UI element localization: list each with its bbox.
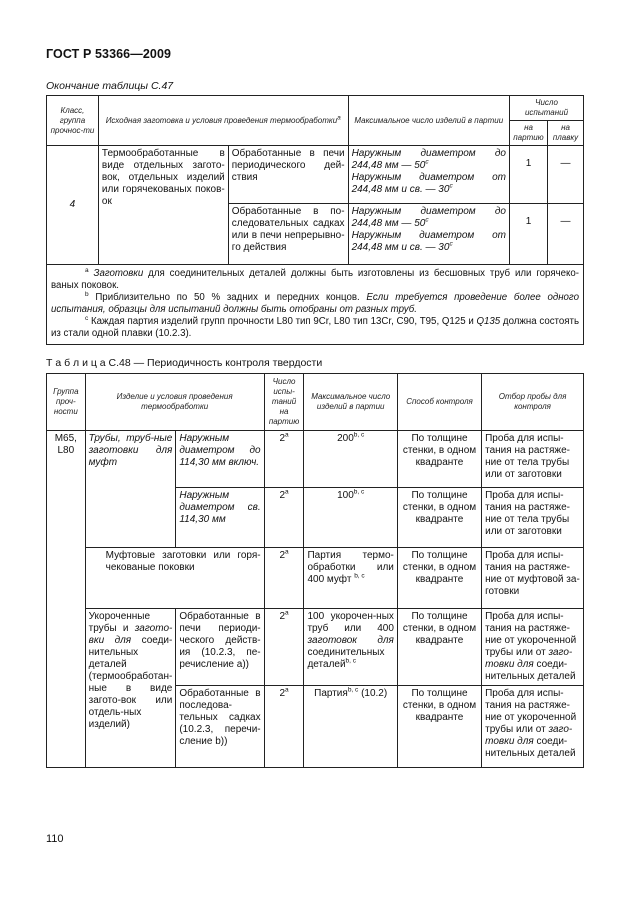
footnote-a: $^a$ Заготовки для соединительных деталей должны быть изготовлены из бесшовных труб или горячеко-ваных поковок. (51, 266, 579, 291)
table-continuation-caption: Окончание таблицы С.47 (46, 80, 174, 92)
sample-cell: Проба для испы-тания на растяже-ние от тела трубы или от заготовки (482, 488, 584, 548)
table-c48-title: Т а б л и ц а С.48 — Периодичность контроля твердости (46, 357, 323, 369)
header-num: Число испы-таний на партию (264, 374, 304, 431)
max-cell: 100 укорочен-ных труб или 400 заготовок для соединительных деталей$^{b, c}$ (304, 609, 397, 686)
footnote-c: $^c$ Каждая партия изделий групп прочности L80 тип 9Cr, L80 тип 13Cr, С90, Т95, Q125 и Q135 должна состоять из стали одной плавки (10.2.3). (51, 314, 579, 339)
header-per-batch: на партию (510, 121, 548, 146)
document-header: ГОСТ Р 53366—2009 (46, 47, 172, 61)
num-cell: 2$^a$ (264, 431, 304, 488)
max-cell: 100$^{b, c}$ (304, 488, 397, 548)
sample-cell: Проба для испы-тания на растяже-ние от укороченной трубы или от заго-товки для соеди-нительных деталей (482, 609, 584, 686)
batch-cell: 1 (510, 146, 548, 204)
max-cell: Партия термо-обработки или 400 муфт $^{b, c}$ (304, 548, 397, 609)
melt-cell: — (547, 204, 583, 265)
sample-cell: Проба для испы-тания на растяже-ние от тела трубы или от заготовки (482, 431, 584, 488)
method-cell: По толщине стенки, в одном квадранте (397, 431, 481, 488)
max-cell: Наружным диаметром до 244,48 мм — 50$^c$ Наружным диаметром от 244,48 мм и св. — 30$^c$ (348, 146, 509, 204)
item-cell: Муфтовые заготовки или горя-чекованые поковки (85, 548, 264, 609)
source-cell: Термообработанные в виде отдельных загото-вок, отдельных изделий или горячекованых поков-ок (98, 146, 228, 265)
page-number: 110 (46, 833, 64, 845)
condition-cell: Обработанные в печи периодического дей-ствия (228, 146, 348, 204)
header-source: Исходная заготовка и условия проведения термообработки$^a$ (98, 96, 348, 146)
condition-cell: Обработанные в по-следовательных садках или в печи непрерывно-го действия (228, 204, 348, 265)
method-cell: По толщине стенки, в одном квадранте (397, 609, 481, 686)
table-c47 (46, 95, 584, 345)
header-class: Класс, группа прочнос-ти (47, 96, 99, 146)
sample-cell: Проба для испы-тания на растяже-ние от муфтовой за-готовки (482, 548, 584, 609)
table-c48 (46, 373, 584, 768)
footnotes (47, 265, 584, 345)
sub-cell: Обработанные в печи периоди-ческого действ-ия (10.2.3, пе-речисление а)) (176, 609, 264, 686)
header-method: Способ контроля (397, 374, 481, 431)
footnote-b: $^b$ Приблизительно по 50 % задних и передних концов. Если требуется проведение более одного испытания, образцы для испытаний должны быть отобраны от разных труб. (51, 290, 579, 315)
header-per-melt: на плавку (547, 121, 583, 146)
max-cell: Партия$^{b, c}$ (10.2) (304, 686, 397, 768)
sample-cell: Проба для испы-тания на растяже-ние от укороченной трубы или от заго-товки для соеди-нительных деталей (482, 686, 584, 768)
header-sample: Отбор пробы для контроля (482, 374, 584, 431)
header-item: Изделие и условия проведения термообработки (85, 374, 264, 431)
header-max: Максимальное число изделий в партии (304, 374, 397, 431)
max-cell: Наружным диаметром до 244,48 мм — 50$^c$ Наружным диаметром от 244,48 мм и св. — 30$^c$ (348, 204, 509, 265)
melt-cell: — (547, 146, 583, 204)
header-group: Группа проч-ности (47, 374, 86, 431)
sub-cell: Обработанные в последова-тельных садках (10.2.3, перечи-сление b)) (176, 686, 264, 768)
item-cell: Укороченные трубы и загото-вки для соеди-нительных деталей (термообработан-ные в виде загото-вок или отдель-ных изделий) (85, 609, 176, 768)
method-cell: По толщине стенки, в одном квадранте (397, 488, 481, 548)
method-cell: По толщине стенки, в одном квадранте (397, 548, 481, 609)
sub-cell: Наружным диаметром св. 114,30 мм (176, 488, 264, 548)
num-cell: 2$^a$ (264, 488, 304, 548)
max-cell: 200$^{b, c}$ (304, 431, 397, 488)
header-max: Максимальное число изделий в партии (348, 96, 509, 146)
num-cell: 2$^a$ (264, 609, 304, 686)
item-cell: Трубы, труб-ные заготовки для муфт (85, 431, 176, 548)
class-cell: 4 (47, 146, 99, 265)
header-num-tests: Число испытаний (510, 96, 584, 121)
sub-cell: Наружным диаметром до 114,30 мм включ. (176, 431, 264, 488)
method-cell: По толщине стенки, в одном квадранте (397, 686, 481, 768)
num-cell: 2$^a$ (264, 548, 304, 609)
batch-cell: 1 (510, 204, 548, 265)
group-cell: М65, L80 (47, 431, 86, 768)
num-cell: 2$^a$ (264, 686, 304, 768)
